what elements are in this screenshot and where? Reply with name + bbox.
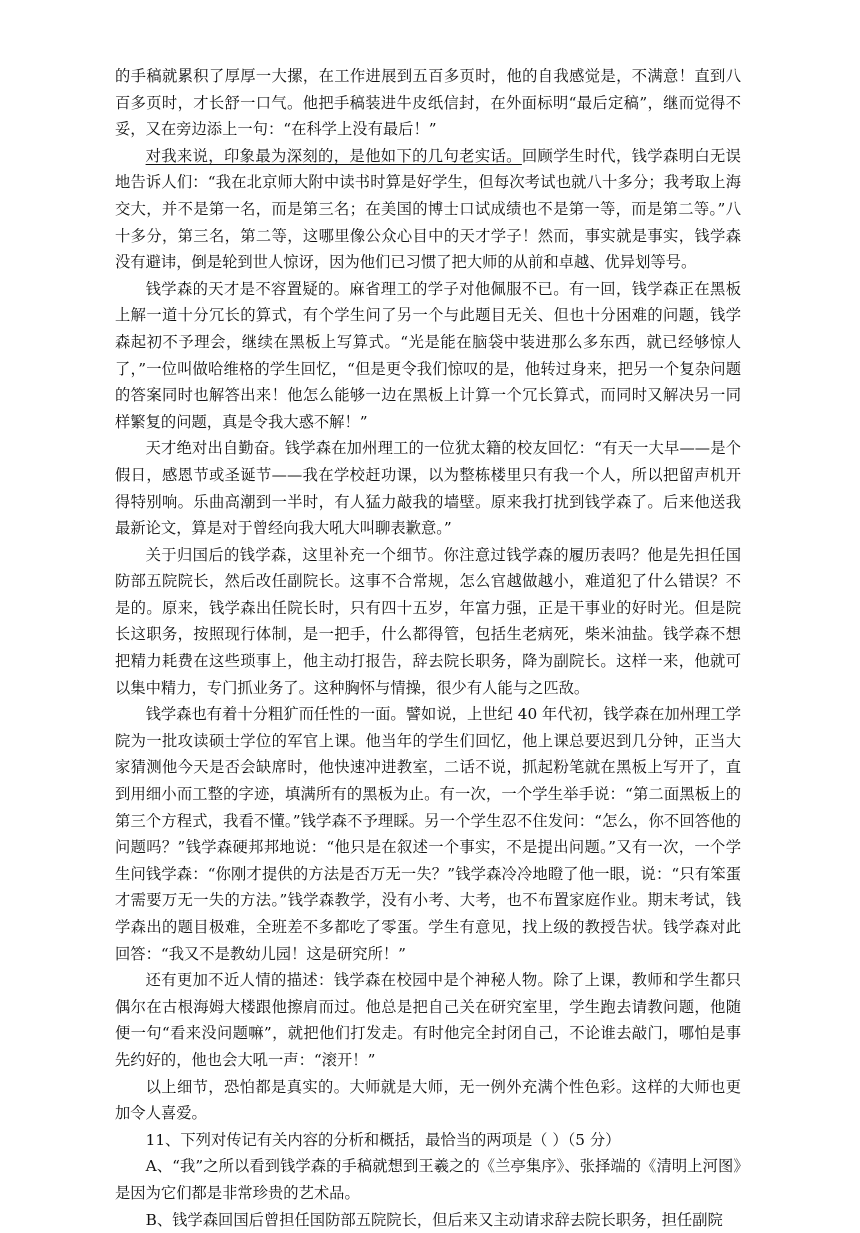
paragraph-7-text: 还有更加不近人情的描述：钱学森在校园中是个神秘人物。除了上课，教师和学生都只偶尔在古根海姆大楼跟他擦肩而过。他总是把自己关在研究室里，学生跑去请教问题，他随便一句“看来没问题嘛”，就把他们打发走。有时他完全封闭自己，不论谁去敲门，哪怕是事先约好的，他也会大吼一声：“滚开！” xyxy=(115,971,741,1069)
option-b xyxy=(115,1207,741,1233)
question-11-text: 11、下列对传记有关内容的分析和概括，最恰当的两项是（ ）（5 分） xyxy=(145,1130,621,1149)
paragraph-4 xyxy=(115,435,741,541)
paragraph-5 xyxy=(115,542,741,702)
paragraph-4-text: 天才绝对出自勤奋。钱学森在加州理工的一位犹太籍的校友回忆：“有天一大早——是个假日，感恩节或圣诞节——我在学校赶功课，以为整栋楼里只有我一个人，所以把留声机开得特别响。乐曲高潮到一半时，有人猛力敲我的墙壁。原来我打扰到钱学森了。后来他送我最新论文，算是对于曾经向我大吼大叫聊表歉意。” xyxy=(115,439,741,538)
question-11 xyxy=(115,1127,741,1154)
paragraph-8-text: 以上细节，恐怕都是真实的。大师就是大师，无一例外充满个性色彩。这样的大师也更加令人喜爱。 xyxy=(115,1077,741,1123)
paragraph-3 xyxy=(115,276,741,436)
option-a xyxy=(115,1153,741,1206)
underlined-sentence: 对我来说，印象最为深刻的，是他如下的几句老实话。 xyxy=(145,146,522,165)
paragraph-3-text: 钱学森的天才是不容置疑的。麻省理工的学子对他佩服不已。有一回，钱学森正在黑板上解一道十分冗长的算式，有个学生问了另一个与此题目无关、但也十分困难的问题，钱学森起初不予理会，继续在黑板上写算式。“光是能在脑袋中装进那么多东西，就已经够惊人了，”一位叫做哈维格的学生回忆，“但是更令我们惊叹的是，他转过身来，把另一个复杂问题的答案同时也解答出来！他怎么能够一边在黑板上计算一个冗长算式，而同时又解决另一同样繁复的问题，真是令我大惑不解！” xyxy=(115,279,741,431)
paragraph-7 xyxy=(115,967,741,1073)
paragraph-2-text: 回顾学生时代，钱学森明白无误地告诉人们：“我在北京师大附中读书时算是好学生，但每次考试也就八十多分；我考取上海交大，并不是第一名，而是第三名；在美国的博士口试成绩也不是第一等，而是第二等。”八十多分，第三名，第二等，这哪里像公众心目中的天才学子！然而，事实就是事实，钱学森没有避讳，倒是轮到世人惊讶，因为他们已习惯了把大师的从前和卓越、优异划等号。 xyxy=(115,146,741,272)
paragraph-1-text: 的手稿就累积了厚厚一大摞，在工作进展到五百多页时，他的自我感觉是，不满意！直到八百多页时，才长舒一口气。他把手稿装进牛皮纸信封，在外面标明“最后定稿”，继而觉得不妥，又在旁边添上一句：“在科学上没有最后！” xyxy=(115,67,741,139)
option-b-text: B、钱学森回国后曾担任国防部五院院长，但后来又主动请求辞去院长职务，担任副院 xyxy=(145,1210,723,1229)
option-a-text: A、“我”之所以看到钱学森的手稿就想到王羲之的《兰亭集序》、张择端的《清明上河图》是因为它们都是非常珍贵的艺术品。 xyxy=(115,1157,741,1202)
paragraph-1 xyxy=(115,63,741,143)
paragraph-2 xyxy=(115,143,741,276)
paragraph-5-text: 关于归国后的钱学森，这里补充一个细节。你注意过钱学森的履历表吗？他是先担任国防部五院院长，然后改任副院长。这事不合常规，怎么官越做越小，难道犯了什么错误？不是的。原来，钱学森出任院长时，只有四十五岁，年富力强，正是干事业的好时光。但是院长这职务，按照现行体制，是一把手，什么都得管，包括生老病死，柴米油盐。钱学森不想把精力耗费在这些琐事上，他主动打报告，辞去院长职务，降为副院长。这样一来，他就可以集中精力，专门抓业务了。这种胸怀与情操，很少有人能与之匹敌。 xyxy=(115,545,741,697)
paragraph-6-text: 钱学森也有着十分粗犷而任性的一面。譬如说，上世纪 40 年代初，钱学森在加州理工学院为一批攻读硕士学位的军官上课。他当年的学生们回忆，他上课总要迟到几分钟，正当大家猜测他今天是否会缺席时，他快速冲进教室，二话不说，抓起粉笔就在黑板上写开了，直到用细小而工整的字迹，填满所有的黑板为止。有一次，一个学生举手说：“第二面黑板上的第三个方程式，我看不懂。”钱学森不予理睬。另一个学生忍不住发问：“怎么，你不回答他的问题吗？”钱学森硬邦邦地说：“他只是在叙述一个事实，不是提出问题。”又有一次，一个学生问钱学森：“你刚才提供的方法是否万无一失？”钱学森冷冷地瞪了他一眼，说：“只有笨蛋才需要万无一失的方法。”钱学森教学，没有小考、大考，也不布置家庭作业。期末考试，钱学森出的题目极难，全班差不多都吃了零蛋。学生有意见，找上级的教授告状。钱学森对此回答：“我又不是教幼儿园！这是研究所！” xyxy=(115,705,741,963)
document-page xyxy=(115,63,741,1233)
paragraph-8 xyxy=(115,1074,741,1127)
paragraph-6 xyxy=(115,701,741,967)
